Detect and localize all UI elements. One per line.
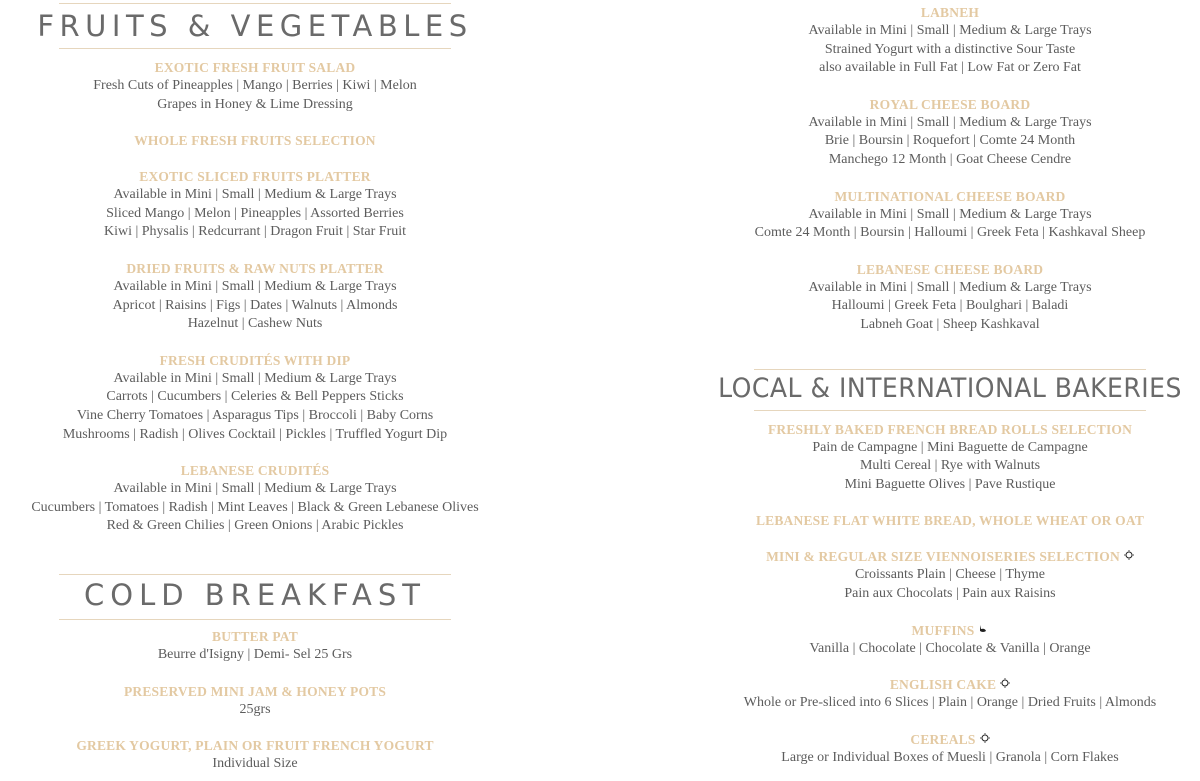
item-line: Available in Mini | Small | Medium & Large Trays	[113, 481, 397, 497]
item-line: Available in Mini | Small | Medium & Large Trays	[808, 114, 1092, 130]
item-name-row	[700, 676, 1200, 694]
item-line: Available in Mini | Small | Medium & Large Trays	[113, 187, 397, 203]
item-line: Kiwi | Physalis | Redcurrant | Dragon Fruit | Star Fruit	[103, 224, 407, 240]
item-line: Pain de Campagne | Mini Baguette de Campagne	[812, 439, 1088, 455]
item-name-row	[700, 622, 1200, 640]
item-name: EXOTIC SLICED FRUITS PLATTER	[139, 169, 371, 185]
item-line: Cucumbers | Tomatoes | Radish | Mint Leaves | Black & Green Lebanese Olives	[31, 499, 479, 515]
menu-item	[0, 737, 510, 774]
item-line: Red & Green Chilies | Green Onions | Arabic Pickles	[106, 518, 404, 534]
section-title: COLD BREAKFAST	[84, 577, 426, 612]
item-name: GREEK YOGURT, PLAIN OR FRUIT FRENCH YOGURT	[76, 738, 434, 754]
bakeries-section-header	[700, 369, 1200, 411]
item-name: WHOLE FRESH FRUITS SELECTION	[134, 133, 376, 149]
item-line: Comte 24 Month | Boursin | Halloumi | Greek Feta | Kashkaval Sheep	[754, 225, 1146, 241]
item-name: LEBANESE CHEESE BOARD	[856, 261, 1044, 277]
item-line: Manchego 12 Month | Goat Cheese Cendre	[828, 151, 1072, 167]
item-line: Vine Cherry Tomatoes | Asparagus Tips | Broccoli | Baby Corns	[76, 407, 434, 423]
item-name: DRIED FRUITS & RAW NUTS PLATTER	[126, 260, 384, 276]
item-line: Vanilla | Chocolate | Chocolate & Vanilla | Orange	[809, 640, 1091, 656]
item-line: Apricot | Raisins | Figs | Dates | Walnuts | Almonds	[112, 297, 398, 313]
item-line: Available in Mini | Small | Medium & Large Trays	[113, 278, 397, 294]
divider	[59, 48, 451, 49]
item-name: PRESERVED MINI JAM & HONEY POTS	[123, 683, 387, 699]
section-title: LOCAL & INTERNATIONAL BAKERIES	[718, 372, 1182, 404]
item-line: Strained Yogurt with a distinctive Sour Taste	[824, 41, 1076, 57]
item-line: Multi Cereal | Rye with Walnuts	[859, 458, 1041, 474]
menu-item	[0, 260, 510, 334]
item-line: Croissants Plain | Cheese | Thyme	[854, 567, 1046, 583]
divider	[754, 410, 1146, 411]
item-line: Available in Mini | Small | Medium & Large Trays	[808, 23, 1092, 38]
menu-item	[700, 421, 1200, 495]
item-line: Halloumi | Greek Feta | Boulghari | Baladi	[831, 298, 1069, 314]
item-line: Mushrooms | Radish | Olives Cocktail | Pickles | Truffled Yogurt Dip	[62, 426, 448, 442]
item-name: EXOTIC FRESH FRUIT SALAD	[154, 60, 356, 75]
item-line: 25grs	[239, 701, 271, 717]
item-line: Grapes in Honey & Lime Dressing	[157, 96, 353, 112]
item-name: CEREALS	[910, 731, 976, 747]
sun-icon	[1124, 550, 1134, 560]
menu-item	[0, 683, 510, 720]
item-name: MUFFINS	[911, 622, 975, 638]
menu-item	[0, 462, 510, 536]
item-name-row	[700, 731, 1200, 749]
item-line: Mini Baguette Olives | Pave Rustique	[844, 476, 1056, 492]
menu-item	[0, 628, 510, 665]
item-line: Pain aux Chocolats | Pain aux Raisins	[844, 585, 1056, 601]
item-name-row	[700, 548, 1200, 566]
menu-item	[700, 261, 1200, 335]
item-line: Large or Individual Boxes of Muesli | Granola | Corn Flakes	[781, 749, 1119, 765]
menu-item	[700, 622, 1200, 659]
menu-item	[700, 4, 1200, 78]
item-name: FRESH CRUDITÉS WITH DIP	[159, 352, 351, 368]
divider	[59, 619, 451, 620]
item-name: ENGLISH CAKE	[889, 677, 997, 693]
menu-item	[700, 548, 1200, 603]
item-line: Sliced Mango | Melon | Pineapples | Assorted Berries	[106, 205, 404, 221]
cold-breakfast-section-header	[0, 574, 510, 620]
item-line: Hazelnut | Cashew Nuts	[187, 316, 323, 332]
item-name: ROYAL CHEESE BOARD	[869, 96, 1031, 112]
item-line: Labneh Goat | Sheep Kashkaval	[860, 316, 1040, 332]
menu-item	[0, 132, 510, 150]
item-line: Available in Mini | Small | Medium & Large Trays	[113, 370, 397, 386]
item-line: Fresh Cuts of Pineapples | Mango | Berries | Kiwi | Melon	[93, 78, 417, 93]
sun-icon	[980, 733, 990, 743]
menu-item	[0, 352, 510, 444]
item-name: MINI & REGULAR SIZE VIENNOISERIES SELECTION	[766, 549, 1120, 565]
leaf-icon	[978, 624, 988, 634]
menu-item	[700, 96, 1200, 170]
menu-item	[700, 188, 1200, 243]
menu-item	[0, 59, 510, 114]
item-name: MULTINATIONAL CHEESE BOARD	[834, 188, 1066, 204]
section-title: FRUITS & VEGETABLES	[37, 9, 473, 43]
menu-item	[700, 512, 1200, 530]
item-name: FRESHLY BAKED FRENCH BREAD ROLLS SELECTION	[767, 421, 1133, 437]
item-line: Available in Mini | Small | Medium & Large Trays	[808, 279, 1092, 295]
item-line: Individual Size	[212, 756, 298, 772]
item-line: Available in Mini | Small | Medium & Large Trays	[808, 206, 1092, 222]
item-name: BUTTER PAT	[212, 628, 298, 644]
item-name: LEBANESE CRUDITÉS	[180, 463, 330, 479]
left-column	[0, 0, 510, 774]
item-name: LEBANESE FLAT WHITE BREAD, WHOLE WHEAT OR OAT	[755, 513, 1145, 529]
item-line: also available in Full Fat | Low Fat or Zero Fat	[819, 60, 1081, 76]
item-name: LABNEH	[920, 5, 980, 20]
menu-item	[0, 168, 510, 242]
sun-icon	[1000, 678, 1010, 688]
menu-item	[700, 731, 1200, 768]
item-line: Brie | Boursin | Roquefort | Comte 24 Month	[824, 133, 1076, 149]
menu-item	[700, 676, 1200, 713]
fruits-section-header	[0, 3, 510, 49]
right-column	[700, 0, 1200, 767]
item-line: Beurre d'Isigny | Demi- Sel 25 Grs	[157, 646, 353, 662]
item-line: Carrots | Cucumbers | Celeries & Bell Peppers Sticks	[106, 389, 404, 405]
item-line: Whole or Pre-sliced into 6 Slices | Plain | Orange | Dried Fruits | Almonds	[743, 695, 1157, 711]
